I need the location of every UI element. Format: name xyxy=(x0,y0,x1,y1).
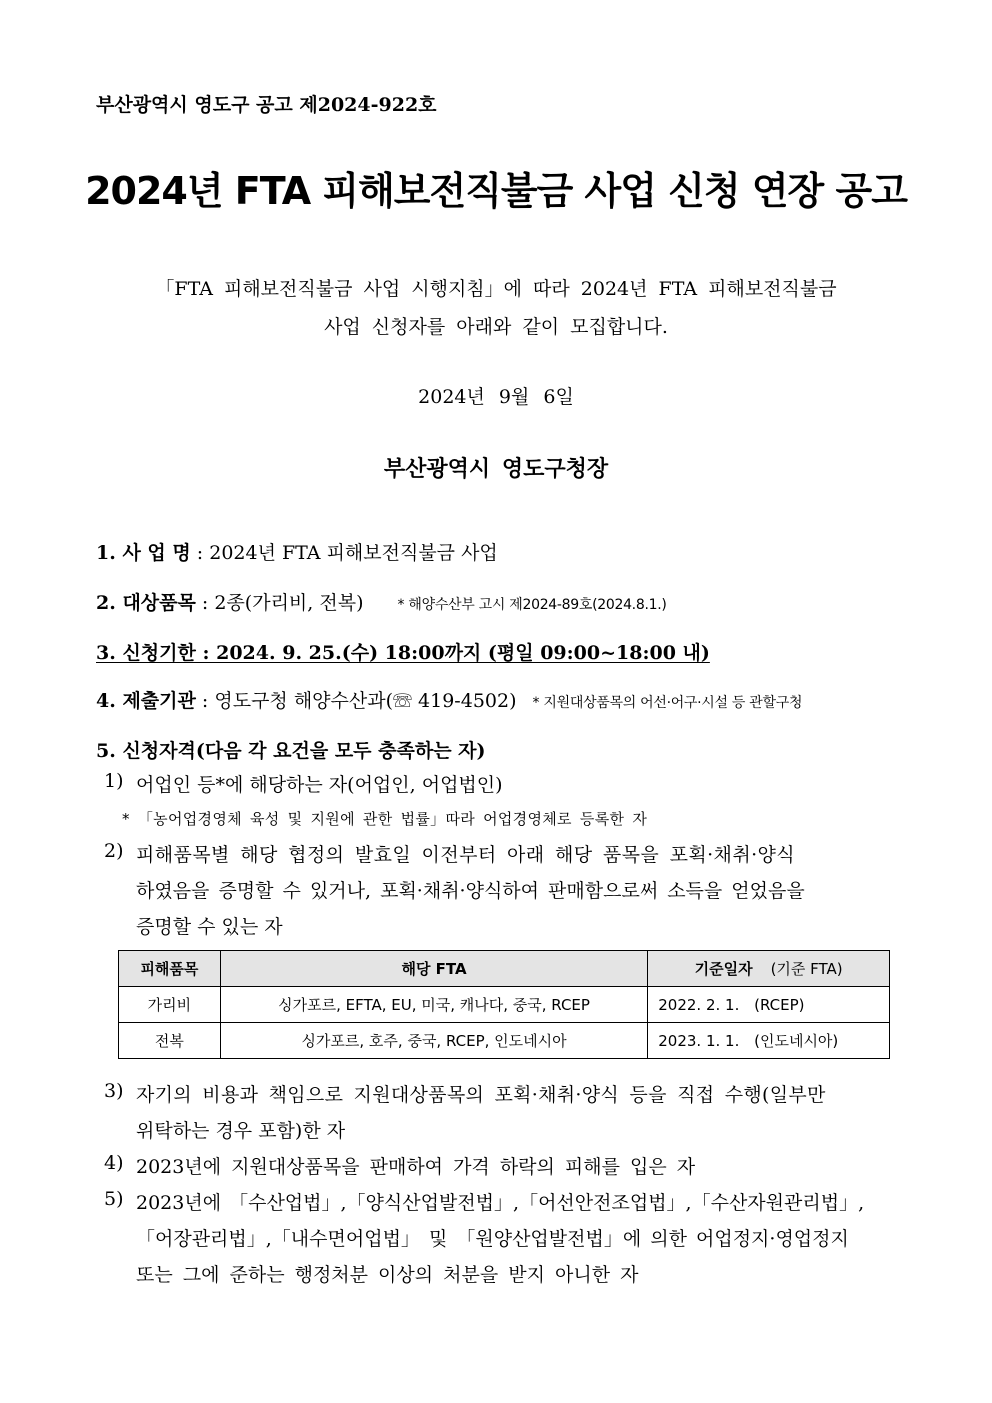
table-row xyxy=(119,1023,890,1059)
req-3-number: 3) xyxy=(104,1080,124,1102)
req-5-line-2: 「어장관리법」,「내수면어업법」 및 「원양산업발전법」에 의한 어업정지·영업정지 xyxy=(136,1228,849,1250)
item-2-label: 2. 대상품목 xyxy=(96,592,196,614)
req-4-line-1: 2023년에 지원대상품목을 판매하여 가격 하락의 피해를 입은 자 xyxy=(136,1156,696,1178)
item-4-note: * 지원대상품목의 어선·어구·시설 등 관할구청 xyxy=(532,695,803,711)
row-date: 2022. 2. 1. xyxy=(658,995,740,1014)
item-4-label: 4. 제출기관 xyxy=(96,690,196,712)
row-date: 2023. 1. 1. xyxy=(658,1032,740,1050)
req-1-text: 어업인 등*에 해당하는 자(어업인, 어업법인) xyxy=(136,774,503,796)
item-submission-office xyxy=(96,686,802,713)
document-title: 2024년 FTA 피해보전직불금 사업 신청 연장 공고 xyxy=(85,169,907,213)
announcement-date: 2024년 9월 6일 xyxy=(418,386,574,408)
row-item: 전복 xyxy=(119,1023,221,1059)
fta-table xyxy=(118,950,890,1059)
item-1-value: : 2024년 FTA 피해보전직불금 사업 xyxy=(196,542,498,564)
row-date-cell xyxy=(648,987,890,1023)
req-5-number: 5) xyxy=(104,1188,124,1210)
req-2-line-2: 하였음을 증명할 수 있거나, 포획·채취·양식하여 판매함으로써 소득을 얻었음을 xyxy=(136,880,805,902)
row-basis: (인도네시아) xyxy=(754,1032,839,1050)
req-2-line-1: 피해품목별 해당 협정의 발효일 이전부터 아래 해당 품목을 포획·채취·양식 xyxy=(136,844,796,866)
header-fta: 해당 FTA xyxy=(220,951,647,987)
item-eligibility: 5. 신청자격(다음 각 요건을 모두 충족하는 자) xyxy=(96,740,486,762)
header-date: 기준일자 xyxy=(694,960,753,978)
req-5-line-1: 2023년에 「수산업법」,「양식산업발전법」,「어선안전조업법」,「수산자원관리법」, xyxy=(136,1192,865,1214)
intro-line-1: 「FTA 피해보전직불금 사업 시행지침」에 따라 2024년 FTA 피해보전직불금 xyxy=(155,278,837,300)
req-4-number: 4) xyxy=(104,1152,124,1174)
item-target-products xyxy=(96,588,667,615)
row-item: 가리비 xyxy=(119,987,221,1023)
req-2-line-3: 증명할 수 있는 자 xyxy=(136,916,283,938)
req-1-note: * 「농어업경영체 육성 및 지원에 관한 법률」따라 어업경영체로 등록한 자 xyxy=(122,810,648,828)
intro-line-2: 사업 신청자를 아래와 같이 모집합니다. xyxy=(324,316,668,338)
item-4-value: : 영도구청 해양수산과(☏ 419-4502) xyxy=(201,690,517,712)
header-date-sub: (기준 FTA) xyxy=(770,960,843,978)
item-project-name xyxy=(96,538,498,565)
row-fta: 싱가포르, EFTA, EU, 미국, 캐나다, 중국, RCEP xyxy=(220,987,647,1023)
req-3-line-2: 위탁하는 경우 포함)한 자 xyxy=(136,1120,346,1142)
req-1-number: 1) xyxy=(104,770,124,792)
notice-number: 부산광역시 영도구 공고 제2024-922호 xyxy=(96,94,437,116)
row-fta: 싱가포르, 호주, 중국, RCEP, 인도네시아 xyxy=(220,1023,647,1059)
req-3-line-1: 자기의 비용과 책임으로 지원대상품목의 포획·채취·양식 등을 직접 수행(일부만 xyxy=(136,1084,826,1106)
item-2-note: * 해양수산부 고시 제2024-89호(2024.8.1.) xyxy=(397,597,667,613)
req-2-number: 2) xyxy=(104,840,124,862)
header-item: 피해품목 xyxy=(119,951,221,987)
row-basis: (RCEP) xyxy=(754,995,805,1014)
table-row xyxy=(119,987,890,1023)
item-deadline: 3. 신청기한 : 2024. 9. 25.(수) 18:00까지 (평일 09:00~18:00 내) xyxy=(96,642,710,664)
header-date-cell xyxy=(648,951,890,987)
row-date-cell xyxy=(648,1023,890,1059)
item-1-label: 1. 사 업 명 xyxy=(96,542,191,564)
item-2-value: : 2종(가리비, 전복) xyxy=(201,592,364,614)
issuer: 부산광역시 영도구청장 xyxy=(383,456,609,482)
req-5-line-3: 또는 그에 준하는 행정처분 이상의 처분을 받지 아니한 자 xyxy=(136,1264,639,1286)
table-header-row xyxy=(119,951,890,987)
